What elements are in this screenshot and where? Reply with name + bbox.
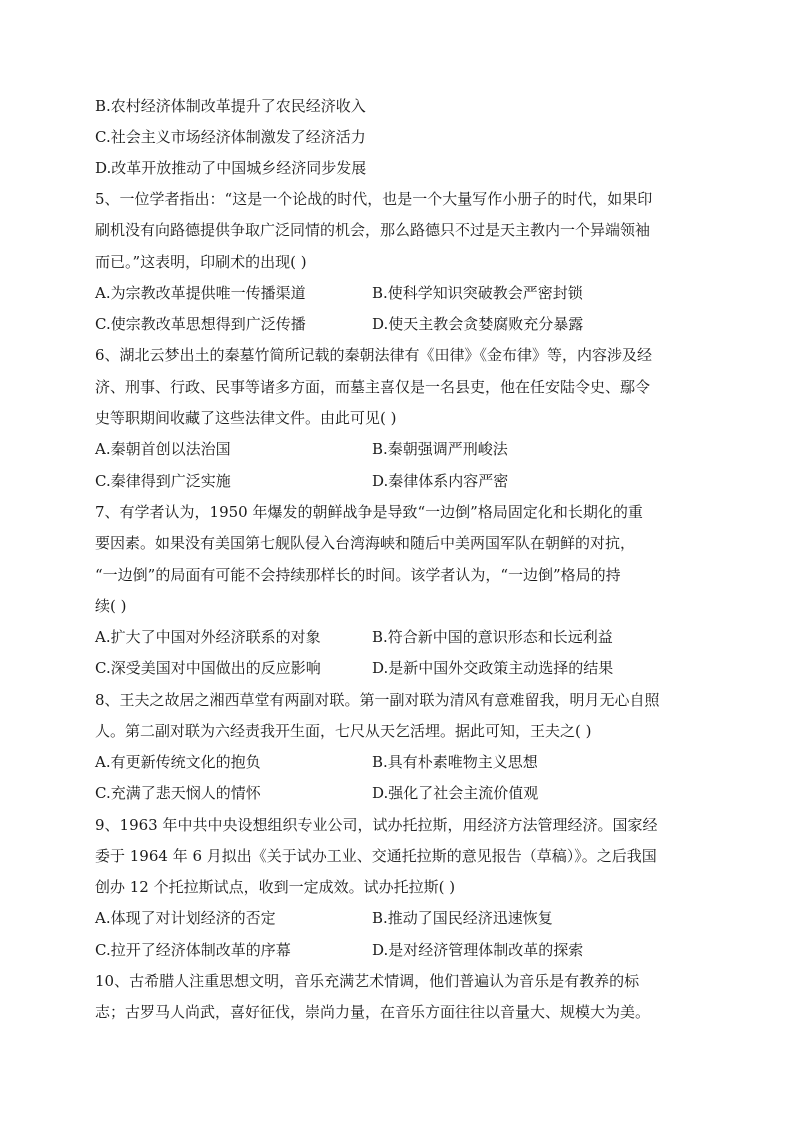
q6-option-c: C.秦律得到广泛实施 <box>95 472 231 490</box>
q7-option-b: B.符合新中国的意识形态和长远利益 <box>372 628 613 646</box>
q7-stem-line-3: “一边倒”的局面有可能不会持续那样长的时间。该学者认为，“一边倒”格局的持 <box>95 566 621 584</box>
q9-option-a: A.体现了对计划经济的否定 <box>95 909 276 927</box>
q8-stem-line-2: 人。第二副对联为六经责我开生面，七尺从天乞活埋。据此可知，王夫之( ) <box>95 722 592 740</box>
q8-option-d: D.强化了社会主流价值观 <box>372 784 539 802</box>
q8-option-b: B.具有朴素唯物主义思想 <box>372 753 538 771</box>
q5-option-c: C.使宗教改革思想得到广泛传播 <box>95 315 306 333</box>
q10-stem-line-1: 10、古希腊人注重思想文明，音乐充满艺术情调，他们普遍认为音乐是有教养的标 <box>95 972 640 990</box>
q5-stem-line-2: 刷机没有向路德提供争取广泛同情的机会，那么路德只不过是天主教内一个异端领袖 <box>95 221 651 239</box>
q7-stem-line-4: 续( ) <box>95 597 127 615</box>
q5-option-a: A.为宗教改革提供唯一传播渠道 <box>95 284 306 302</box>
q8-option-c: C.充满了悲天悯人的情怀 <box>95 784 261 802</box>
q9-option-d: D.是对经济管理体制改革的探索 <box>372 941 584 959</box>
q6-option-b: B.秦朝强调严刑峻法 <box>372 440 508 458</box>
q7-option-c: C.深受美国对中国做出的反应影响 <box>95 659 321 677</box>
q7-stem-line-1: 7、有学者认为，1950 年爆发的朝鲜战争是导致“一边倒”格局固定化和长期化的重 <box>95 503 643 521</box>
prev-option-d: D.改革开放推动了中国城乡经济同步发展 <box>95 159 367 177</box>
q5-option-b: B.使科学知识突破教会严密封锁 <box>372 284 583 302</box>
q5-stem-line-3: 而已。”这表明，印刷术的出现( ) <box>95 253 307 271</box>
q6-stem-line-3: 史等职期间收藏了这些法律文件。由此可见( ) <box>95 409 397 427</box>
q5-stem-line-1: 5、一位学者指出：“这是一个论战的时代，也是一个大量写作小册子的时代，如果印 <box>95 190 653 208</box>
q9-option-c: C.拉开了经济体制改革的序幕 <box>95 941 291 959</box>
q5-option-d: D.使天主教会贪婪腐败充分暴露 <box>372 315 584 333</box>
prev-option-c: C.社会主义市场经济体制激发了经济活力 <box>95 128 366 146</box>
q6-stem-line-2: 济、刑事、行政、民事等诸多方面，而墓主喜仅是一名县吏，他在任安陆令史、鄢令 <box>95 378 651 396</box>
q10-stem-line-2: 志；古罗马人尚武，喜好征伐，崇尚力量，在音乐方面往往以音量大、规模大为美。 <box>95 1003 651 1021</box>
prev-option-b: B.农村经济体制改革提升了农民经济收入 <box>95 97 366 115</box>
q8-stem-line-1: 8、王夫之故居之湘西草堂有两副对联。第一副对联为清风有意难留我，明月无心自照 <box>95 691 660 709</box>
q9-option-b: B.推动了国民经济迅速恢复 <box>372 909 553 927</box>
q9-stem-line-3: 创办 12 个托拉斯试点，收到一定成效。试办托拉斯( ) <box>95 878 456 896</box>
q8-option-a: A.有更新传统文化的抱负 <box>95 753 261 771</box>
q9-stem-line-2: 委于 1964 年 6 月拟出《关于试办工业、交通托拉斯的意见报告（草稿）》。之后我国 <box>95 847 657 865</box>
q7-option-d: D.是新中国外交政策主动选择的结果 <box>372 659 614 677</box>
q6-stem-line-1: 6、湖北云梦出土的秦墓竹简所记载的秦朝法律有《田律》《金布律》等，内容涉及经 <box>95 346 653 364</box>
q9-stem-line-1: 9、1963 年中共中央设想组织专业公司，试办托拉斯，用经济方法管理经济。国家经 <box>95 816 658 834</box>
q7-option-a: A.扩大了中国对外经济联系的对象 <box>95 628 321 646</box>
q6-option-d: D.秦律体系内容严密 <box>372 472 509 490</box>
q7-stem-line-2: 要因素。如果没有美国第七舰队侵入台湾海峡和随后中美两国军队在朝鲜的对抗， <box>95 534 636 552</box>
q6-option-a: A.秦朝首创以法治国 <box>95 440 231 458</box>
